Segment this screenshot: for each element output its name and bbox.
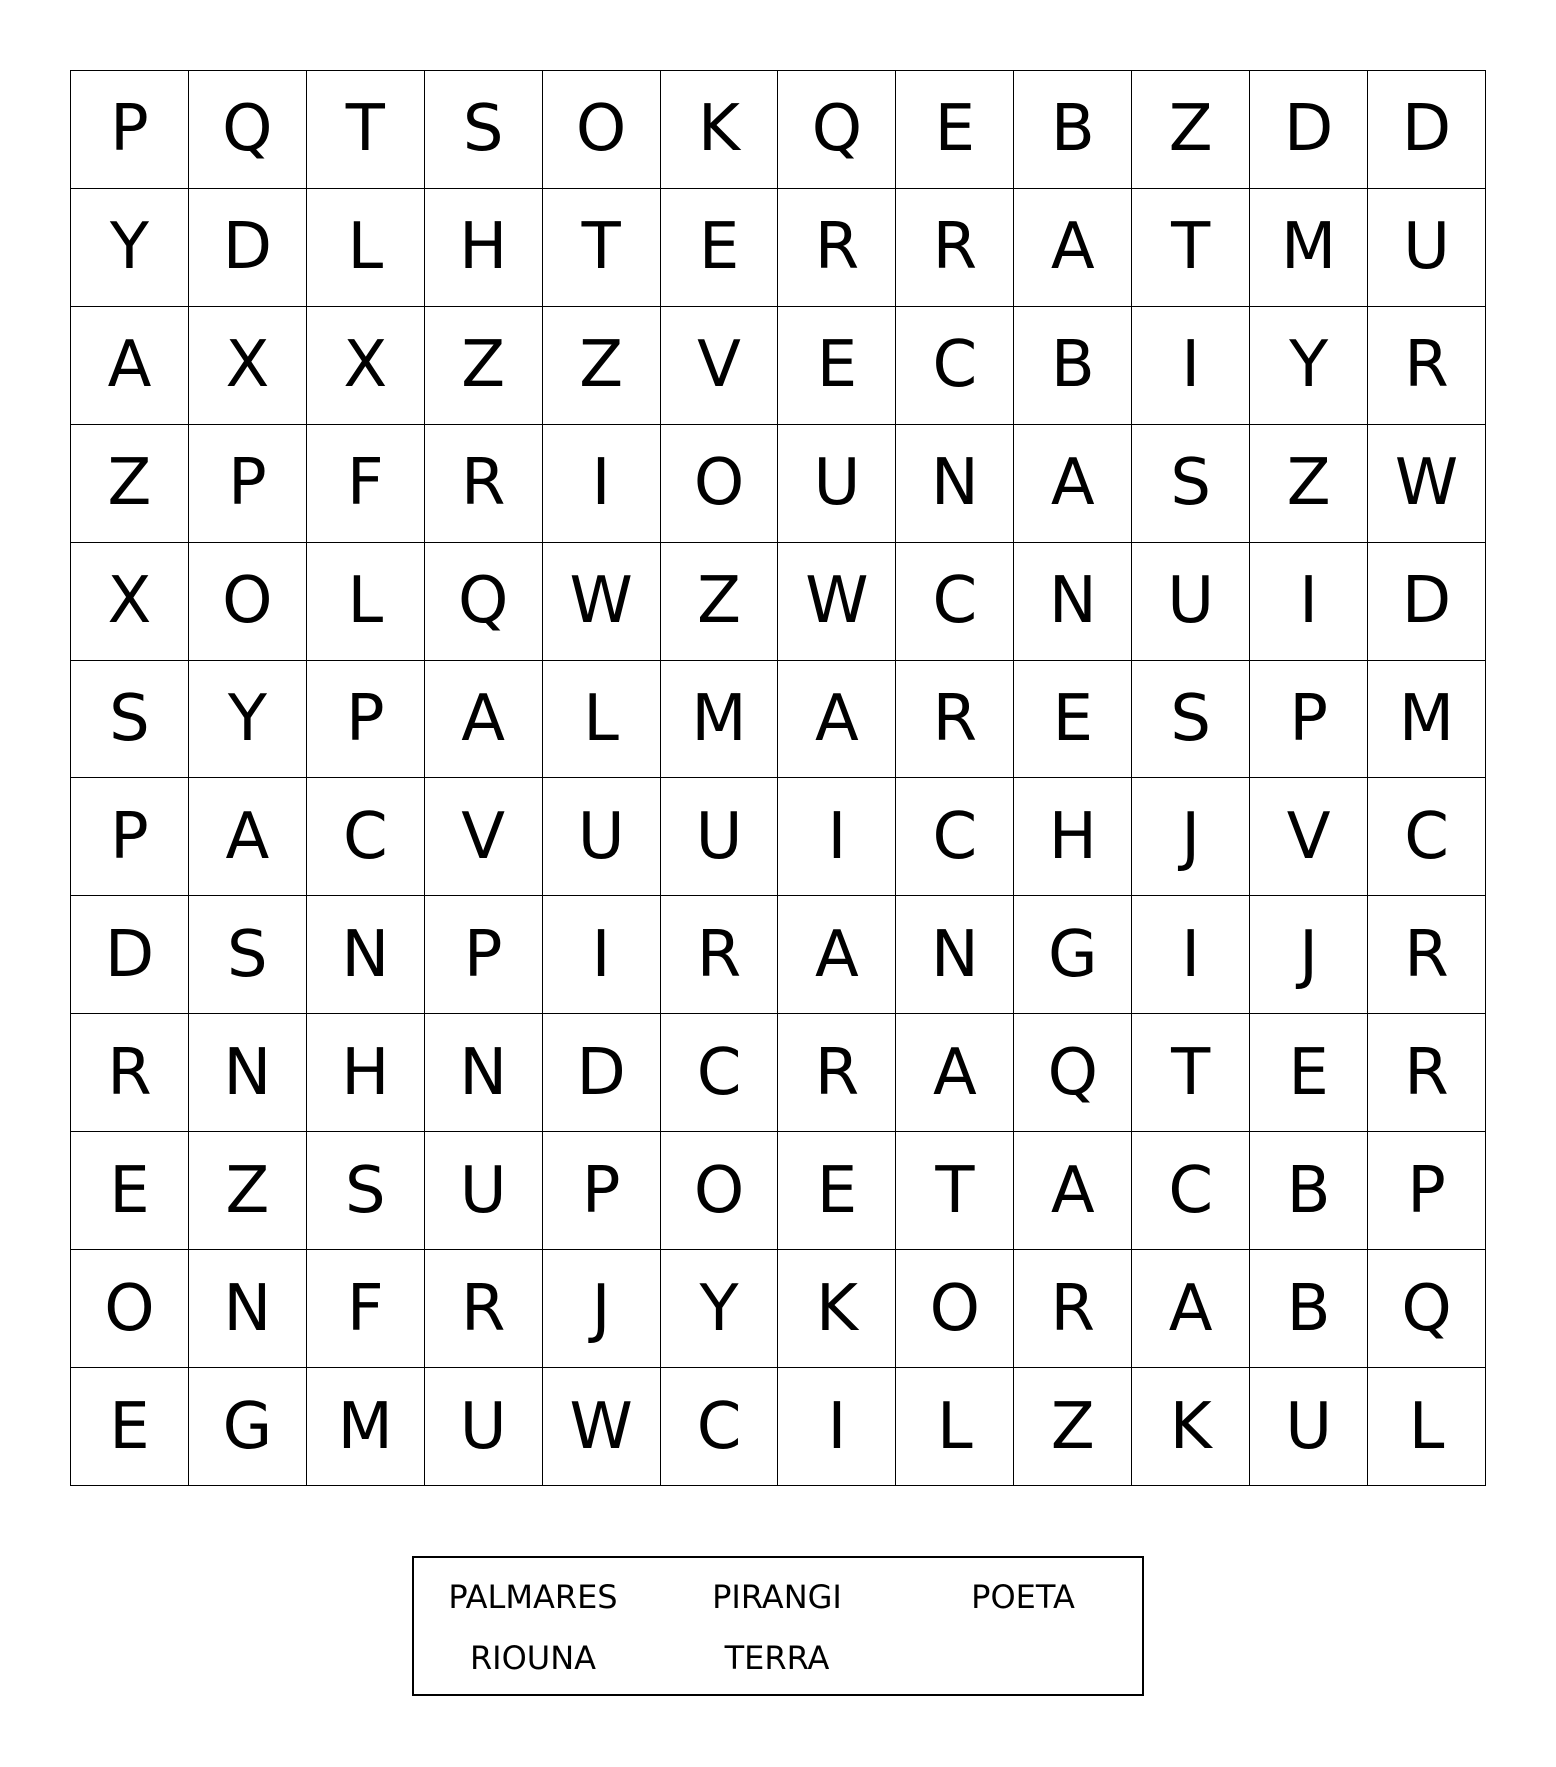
grid-cell[interactable]: U [425,1132,543,1250]
grid-cell[interactable]: G [189,1368,307,1486]
grid-cell[interactable]: H [307,1014,425,1132]
grid-cell[interactable]: D [543,1014,661,1132]
grid-cell[interactable]: E [1250,1014,1368,1132]
grid-cell[interactable]: Z [1250,425,1368,543]
grid-cell[interactable]: V [661,307,779,425]
grid-cell[interactable]: O [543,71,661,189]
grid-cell[interactable]: I [778,778,896,896]
grid-cell[interactable]: Z [543,307,661,425]
grid-cell[interactable]: R [1368,1014,1486,1132]
grid-cell[interactable]: U [1368,189,1486,307]
word-list-item: PALMARES [448,1578,618,1616]
grid-cell[interactable]: V [1250,778,1368,896]
grid-cell[interactable]: K [778,1250,896,1368]
grid-cell[interactable]: N [307,896,425,1014]
grid-cell[interactable]: S [189,896,307,1014]
grid-cell[interactable]: P [543,1132,661,1250]
grid-cell[interactable]: U [543,778,661,896]
grid-cell[interactable]: E [778,1132,896,1250]
grid-cell[interactable]: I [778,1368,896,1486]
grid-cell[interactable]: R [1014,1250,1132,1368]
grid-cell[interactable]: Q [189,71,307,189]
grid-cell[interactable]: P [425,896,543,1014]
grid-cell[interactable]: U [661,778,779,896]
grid-cell[interactable]: L [307,189,425,307]
grid-cell[interactable]: N [189,1014,307,1132]
grid-cell[interactable]: I [1132,896,1250,1014]
grid-cell[interactable]: K [1132,1368,1250,1486]
grid-cell[interactable]: L [1368,1368,1486,1486]
letter-grid [70,70,1486,1486]
grid-cell[interactable]: C [307,778,425,896]
grid-cell[interactable]: A [1014,1132,1132,1250]
grid-cell[interactable]: Q [425,543,543,661]
grid-cell[interactable]: T [307,71,425,189]
grid-cell[interactable]: N [425,1014,543,1132]
grid-cell[interactable]: U [425,1368,543,1486]
word-list-item: PIRANGI [712,1578,842,1616]
grid-cell[interactable]: M [1368,661,1486,779]
grid-cell[interactable]: R [1368,307,1486,425]
grid-cell[interactable]: Q [1014,1014,1132,1132]
grid-cell[interactable]: E [71,1368,189,1486]
grid-cell[interactable]: J [543,1250,661,1368]
grid-cell[interactable]: R [1368,896,1486,1014]
grid-cell[interactable]: A [1014,425,1132,543]
grid-cell[interactable]: I [1250,543,1368,661]
grid-cell[interactable]: N [896,896,1014,1014]
word-list-item: POETA [971,1578,1075,1616]
grid-cell[interactable]: C [1368,778,1486,896]
grid-cell[interactable]: I [1132,307,1250,425]
grid-cell[interactable]: W [1368,425,1486,543]
grid-cell[interactable]: F [307,1250,425,1368]
grid-cell[interactable]: B [1014,307,1132,425]
grid-cell[interactable]: T [543,189,661,307]
grid-cell[interactable]: P [307,661,425,779]
grid-cell[interactable]: A [778,896,896,1014]
grid-cell[interactable]: Y [1250,307,1368,425]
grid-cell[interactable]: E [778,307,896,425]
grid-cell[interactable]: C [661,1368,779,1486]
grid-cell[interactable]: R [71,1014,189,1132]
grid-cell[interactable]: A [71,307,189,425]
grid-cell[interactable]: E [71,1132,189,1250]
grid-cell[interactable]: Y [189,661,307,779]
grid-cell[interactable]: B [1250,1132,1368,1250]
grid-cell[interactable]: N [896,425,1014,543]
grid-cell[interactable]: O [661,1132,779,1250]
grid-cell[interactable]: M [1250,189,1368,307]
grid-cell[interactable]: I [543,896,661,1014]
grid-cell[interactable]: Y [661,1250,779,1368]
grid-cell[interactable]: P [189,425,307,543]
grid-cell[interactable]: D [1250,71,1368,189]
grid-cell[interactable]: Z [71,425,189,543]
grid-cell[interactable]: P [71,778,189,896]
grid-cell[interactable]: Z [189,1132,307,1250]
grid-cell[interactable]: P [1368,1132,1486,1250]
grid-cell[interactable]: W [543,1368,661,1486]
grid-cell[interactable]: U [778,425,896,543]
grid-cell[interactable]: X [189,307,307,425]
grid-cell[interactable]: M [307,1368,425,1486]
grid-cell[interactable]: V [425,778,543,896]
grid-cell[interactable]: E [661,189,779,307]
grid-cell[interactable]: P [1250,661,1368,779]
grid-cell[interactable]: R [778,189,896,307]
grid-cell[interactable]: A [896,1014,1014,1132]
grid-cell[interactable]: X [71,543,189,661]
grid-cell[interactable]: K [661,71,779,189]
grid-cell[interactable]: N [189,1250,307,1368]
grid-cell[interactable]: O [71,1250,189,1368]
word-list [412,1556,1144,1696]
grid-cell[interactable]: C [661,1014,779,1132]
grid-cell[interactable]: R [661,896,779,1014]
grid-cell[interactable]: D [71,896,189,1014]
grid-cell[interactable]: A [1014,189,1132,307]
grid-cell[interactable]: R [778,1014,896,1132]
grid-cell[interactable]: R [896,189,1014,307]
grid-cell[interactable]: E [1014,661,1132,779]
grid-cell[interactable]: Y [71,189,189,307]
grid-cell[interactable]: Q [1368,1250,1486,1368]
grid-cell[interactable]: C [896,543,1014,661]
grid-cell[interactable]: U [1250,1368,1368,1486]
grid-cell[interactable]: A [778,661,896,779]
grid-cell[interactable]: B [1014,71,1132,189]
grid-cell[interactable]: Z [661,543,779,661]
grid-cell[interactable]: T [1132,189,1250,307]
grid-cell[interactable]: R [425,425,543,543]
grid-cell[interactable]: A [189,778,307,896]
grid-cell[interactable]: R [896,661,1014,779]
grid-cell[interactable]: L [307,543,425,661]
grid-cell[interactable]: D [189,189,307,307]
grid-cell[interactable]: S [307,1132,425,1250]
grid-cell[interactable]: H [425,189,543,307]
grid-cell[interactable]: W [543,543,661,661]
grid-cell[interactable]: O [189,543,307,661]
grid-cell[interactable]: Z [425,307,543,425]
grid-cell[interactable]: T [1132,1014,1250,1132]
word-list-item: TERRA [724,1639,830,1677]
grid-cell[interactable]: S [1132,661,1250,779]
grid-cell[interactable]: G [1014,896,1132,1014]
grid-cell[interactable]: O [896,1250,1014,1368]
grid-cell[interactable]: I [543,425,661,543]
grid-cell[interactable]: Z [1132,71,1250,189]
grid-cell[interactable]: N [1014,543,1132,661]
grid-cell[interactable]: J [1250,896,1368,1014]
grid-cell[interactable]: Z [1014,1368,1132,1486]
grid-cell[interactable]: B [1250,1250,1368,1368]
grid-cell[interactable]: L [543,661,661,779]
grid-cell[interactable]: M [661,661,779,779]
grid-cell[interactable]: P [71,71,189,189]
grid-cell[interactable]: W [778,543,896,661]
word-list-item: RIOUNA [469,1639,597,1677]
grid-cell[interactable]: H [1014,778,1132,896]
grid-cell[interactable]: O [661,425,779,543]
grid-cell[interactable]: Q [778,71,896,189]
grid-cell[interactable]: F [307,425,425,543]
grid-cell[interactable]: U [1132,543,1250,661]
grid-cell[interactable]: L [896,1368,1014,1486]
grid-cell[interactable]: D [1368,543,1486,661]
grid-cell[interactable]: R [425,1250,543,1368]
grid-cell[interactable]: S [425,71,543,189]
grid-cell[interactable]: S [1132,425,1250,543]
grid-cell[interactable]: T [896,1132,1014,1250]
grid-cell[interactable]: J [1132,778,1250,896]
grid-cell[interactable]: X [307,307,425,425]
grid-cell[interactable]: S [71,661,189,779]
grid-cell[interactable]: E [896,71,1014,189]
grid-cell[interactable]: A [1132,1250,1250,1368]
grid-cell[interactable]: A [425,661,543,779]
grid-cell[interactable]: C [896,778,1014,896]
grid-cell[interactable]: C [1132,1132,1250,1250]
grid-cell[interactable]: D [1368,71,1486,189]
grid-cell[interactable]: C [896,307,1014,425]
